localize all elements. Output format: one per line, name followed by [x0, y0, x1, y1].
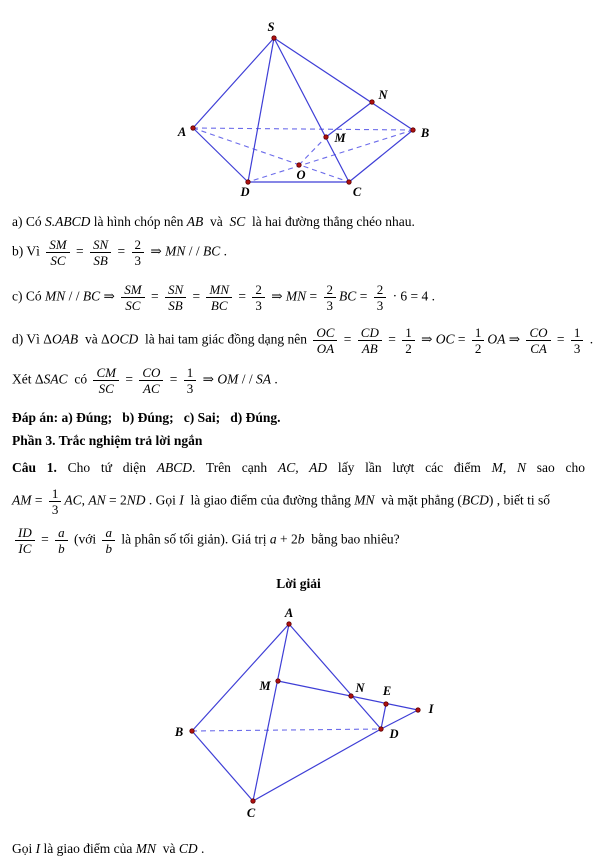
- fraction: $\frac{CD}{AB}$: [357, 325, 383, 356]
- text-run: Gọi: [12, 841, 36, 856]
- figure-tetrahedron-abcd: [163, 603, 445, 827]
- point-label-B: B: [420, 126, 430, 140]
- fraction: $\frac{2}{3}$: [373, 282, 388, 313]
- point-label-M: M: [334, 131, 346, 145]
- math-var: SAC: [43, 371, 68, 387]
- line-goi-i: [12, 840, 585, 857]
- text-run: = 2: [105, 492, 127, 508]
- fraction: $\frac{ID}{IC}$: [14, 525, 36, 556]
- edge-MN: [326, 102, 372, 137]
- edge-CB: [349, 130, 413, 182]
- point-label-A: A: [284, 606, 294, 620]
- text-run: .: [586, 331, 594, 347]
- line-phan-3: [12, 432, 585, 449]
- edge-SD: [248, 38, 274, 182]
- edge-SB: [274, 38, 413, 130]
- text-run: =: [306, 288, 321, 304]
- line-cau-1c: [12, 525, 585, 556]
- math-var: AN: [88, 492, 106, 508]
- math-var: MN: [354, 492, 375, 508]
- text-run: / /: [238, 371, 256, 387]
- line-dap-an: [12, 409, 585, 426]
- math-var: AB: [186, 214, 204, 229]
- text-run: (với: [70, 531, 100, 547]
- point-M: [276, 679, 280, 683]
- point-label-D: D: [240, 185, 250, 199]
- edge-BC: [192, 731, 253, 801]
- text-run: là hình chóp nên: [90, 214, 187, 229]
- fraction: $\frac{MN}{BC}$: [205, 282, 233, 313]
- math-var: I: [35, 841, 41, 856]
- fraction: $\frac{1}{3}$: [570, 325, 585, 356]
- text-run: là giao điểm của: [40, 841, 136, 856]
- math-var: SC: [229, 214, 246, 229]
- text-run: Lời giải: [276, 576, 321, 591]
- text-run: ⇒: [505, 331, 524, 347]
- fraction: $\frac{1}{3}$: [183, 365, 198, 396]
- edge-SA: [193, 38, 274, 128]
- math-var: CD: [178, 841, 198, 856]
- text-run: =: [72, 243, 87, 259]
- edge-SC: [274, 38, 349, 182]
- fraction: $\frac{2}{3}$: [251, 282, 266, 313]
- text-run: =: [356, 288, 371, 304]
- fraction: $\frac{SM}{SC}$: [120, 282, 145, 313]
- point-label-N: N: [355, 681, 365, 695]
- math-var: BC: [202, 243, 221, 259]
- point-E: [384, 702, 388, 706]
- text-run: =: [454, 331, 469, 347]
- text-run: b) Vì: [12, 243, 44, 259]
- text-run: sao cho: [525, 460, 585, 475]
- text-run: =: [166, 371, 181, 387]
- text-run: c) Có: [12, 288, 45, 304]
- text-run: là phân số tối giản). Giá trị: [117, 531, 270, 547]
- edge-MI: [278, 681, 418, 710]
- point-I: [416, 708, 420, 712]
- fraction: $\frac{SN}{SB}$: [89, 237, 112, 268]
- point-label-S: S: [267, 20, 275, 34]
- math-var: AM: [12, 492, 32, 508]
- text-run: =: [147, 288, 162, 304]
- math-var: M, N: [491, 460, 526, 475]
- edge-CD: [253, 729, 381, 801]
- point-label-C: C: [352, 185, 362, 199]
- point-label-N: N: [378, 88, 388, 102]
- fraction: $\frac{CO}{CA}$: [525, 325, 551, 356]
- fraction: $\frac{2}{3}$: [131, 237, 146, 268]
- text-run: ) , biết ti số: [488, 492, 550, 508]
- math-var: MN: [135, 841, 156, 856]
- math-var: OAB: [51, 331, 79, 347]
- fraction: $\frac{1}{2}$: [401, 325, 416, 356]
- math-var: AC, AD: [277, 460, 328, 475]
- math-var: BC: [82, 288, 101, 304]
- math-var: ABCD: [156, 460, 193, 475]
- text-run: / /: [185, 243, 203, 259]
- math-var: OM: [217, 371, 239, 387]
- point-C: [347, 180, 351, 184]
- math-var: S.ABCD: [45, 214, 91, 229]
- text-run: và mặt phẳng (: [374, 492, 462, 508]
- point-C: [251, 799, 255, 803]
- edge-DI: [381, 710, 418, 729]
- text-run: ⇒: [267, 288, 286, 304]
- math-var: BC: [339, 288, 357, 304]
- text-run: ,: [81, 492, 89, 508]
- line-cau-1: [12, 459, 585, 476]
- text-run: =: [189, 288, 204, 304]
- text-run: a) Có: [12, 214, 45, 229]
- text-run: . Trên cạnh: [192, 460, 278, 475]
- text-run: có: [67, 371, 91, 387]
- fraction: $\frac{2}{3}$: [323, 282, 338, 313]
- edge-AD: [289, 624, 381, 729]
- point-S: [272, 36, 276, 40]
- text-run: =: [234, 288, 250, 304]
- text-run: · 6 = 4 .: [389, 288, 436, 304]
- math-var: SA: [255, 371, 271, 387]
- text-run: =: [340, 331, 355, 347]
- text-run: Đáp án: a) Đúng; b) Đúng; c) Sai; d) Đúng.: [12, 410, 281, 425]
- math-var: OCD: [109, 331, 139, 347]
- text-run: Cho tứ diện: [56, 460, 157, 475]
- math-var: b: [297, 531, 305, 547]
- line-xet: [12, 365, 585, 396]
- fraction: $\frac{a}{b}$: [101, 525, 116, 556]
- point-B: [190, 729, 194, 733]
- text-run: =: [121, 371, 137, 387]
- fraction: $\frac{SM}{SC}$: [45, 237, 70, 268]
- edge-DE: [381, 704, 386, 729]
- edge-OM-dashed: [299, 137, 326, 165]
- line-b: [12, 237, 585, 268]
- fraction: $\frac{1}{2}$: [471, 325, 486, 356]
- text-run: d) Vì Δ: [12, 331, 52, 347]
- point-A: [191, 126, 195, 130]
- math-var: a: [269, 531, 277, 547]
- math-var: AC: [64, 492, 82, 508]
- edge-BD-dashed: [192, 729, 381, 731]
- line-a: [12, 213, 585, 230]
- math-var: ND: [126, 492, 146, 508]
- fraction: $\frac{OC}{OA}$: [312, 325, 338, 356]
- text-run: =: [384, 331, 400, 347]
- point-label-A: A: [177, 125, 187, 139]
- fraction: $\frac{CO}{AC}$: [138, 365, 164, 396]
- math-var: OA: [487, 331, 506, 347]
- text-run: .: [220, 243, 227, 259]
- fraction: $\frac{CM}{SC}$: [92, 365, 120, 396]
- line-cau-1b: [12, 486, 585, 517]
- edge-AB-dashed: [193, 128, 413, 130]
- text-run: / /: [65, 288, 83, 304]
- line-loi-giai: [12, 575, 585, 592]
- point-label-B: B: [174, 725, 184, 739]
- point-M: [324, 135, 328, 139]
- point-label-C: C: [246, 806, 256, 820]
- text-run: là hai đường thẳng chéo nhau.: [245, 214, 415, 229]
- text-run: và Δ: [78, 331, 110, 347]
- text-run: ⇒: [147, 243, 166, 259]
- text-run: bằng bao nhiêu?: [304, 531, 400, 547]
- point-O: [297, 163, 301, 167]
- point-N: [370, 100, 374, 104]
- fraction: $\frac{a}{b}$: [54, 525, 69, 556]
- figure-pyramid-sabcd: [168, 14, 443, 206]
- point-label-O: O: [296, 168, 306, 182]
- math-var: MN: [165, 243, 186, 259]
- edge-AD: [193, 128, 248, 182]
- text-run: và: [155, 841, 179, 856]
- edge-AC: [253, 624, 289, 801]
- edge-AB: [192, 624, 289, 731]
- point-label-I: I: [428, 702, 434, 716]
- point-B: [411, 128, 415, 132]
- point-N: [349, 694, 353, 698]
- text-run: ⇒: [417, 331, 436, 347]
- text-run: . Gọi: [145, 492, 180, 508]
- math-var: BCD: [461, 492, 489, 508]
- text-run: lấy lần lượt các điểm: [327, 460, 492, 475]
- text-run: + 2: [276, 531, 298, 547]
- text-run: và: [203, 214, 230, 229]
- math-var: MN: [285, 288, 307, 304]
- line-c: [12, 282, 585, 313]
- text-run: Xét Δ: [12, 371, 44, 387]
- point-A: [287, 622, 291, 626]
- math-var: MN: [45, 288, 66, 304]
- math-var: I: [179, 492, 184, 508]
- line-d: [12, 325, 594, 356]
- point-label-D: D: [389, 727, 399, 741]
- text-run: .: [270, 371, 278, 387]
- math-var: OC: [435, 331, 455, 347]
- point-D: [379, 727, 383, 731]
- text-run: là hai tam giác đồng dạng nên: [138, 331, 311, 347]
- text-run: =: [37, 531, 53, 547]
- point-label-M: M: [259, 679, 271, 693]
- text-run: Câu 1.: [12, 460, 57, 475]
- text-run: là giao điểm của đường thẳng: [183, 492, 355, 508]
- text-run: ⇒: [100, 288, 119, 304]
- point-label-E: E: [382, 684, 392, 698]
- text-run: =: [31, 492, 46, 508]
- text-run: .: [197, 841, 205, 856]
- fraction: $\frac{SN}{SB}$: [164, 282, 187, 313]
- text-run: =: [114, 243, 129, 259]
- fraction: $\frac{1}{3}$: [48, 486, 63, 517]
- text-run: ⇒: [199, 371, 218, 387]
- text-run: =: [553, 331, 568, 347]
- text-run: Phần 3. Trắc nghiệm trả lời ngắn: [12, 433, 203, 448]
- point-D: [246, 180, 250, 184]
